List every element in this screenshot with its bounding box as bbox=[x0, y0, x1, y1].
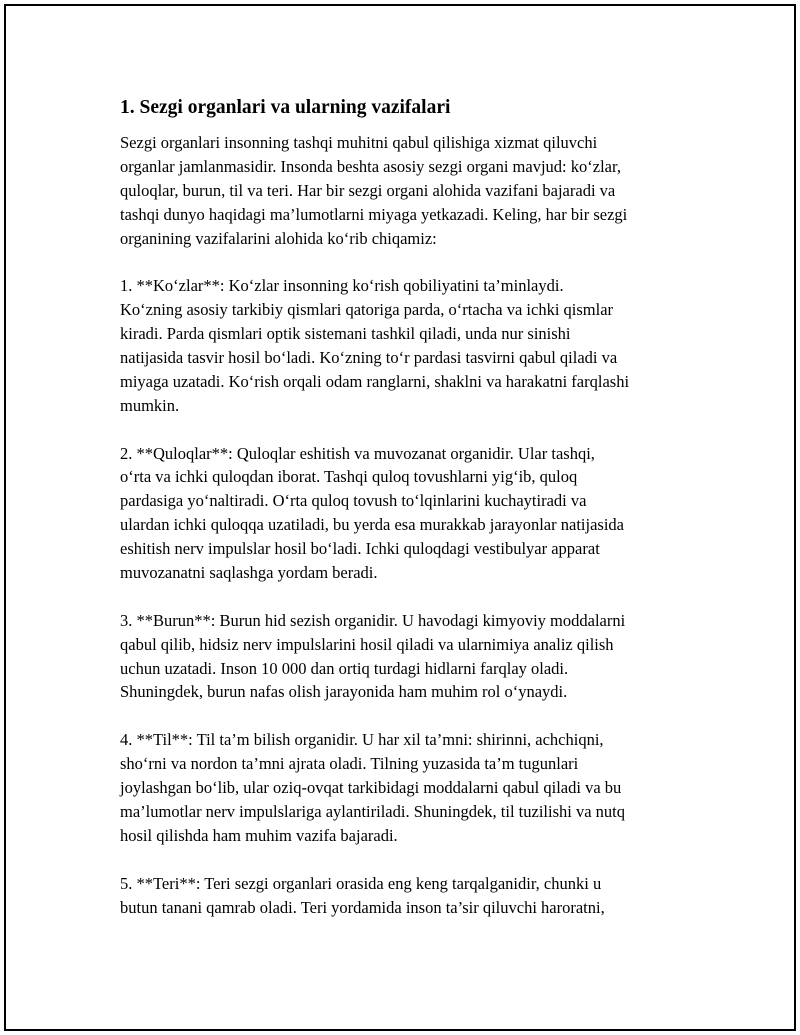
paragraph-gap bbox=[120, 585, 700, 609]
section-heading: 1. Sezgi organlari va ularning vazifalari bbox=[120, 97, 451, 118]
text-line: qabul qilib, hidsiz nerv impulslarini hosil qiladi va ularnimiya analiz qilish bbox=[120, 634, 614, 654]
text-line: organlar jamlanmasidir. Insonda beshta asosiy sezgi organi mavjud: ko‘zlar, bbox=[120, 156, 621, 176]
text-line: natijasida tasvir hosil bo‘ladi. Ko‘zning to‘r pardasi tasvirni qabul qiladi va bbox=[120, 348, 618, 368]
text-line: 5. **Teri**: Teri sezgi organlari orasida eng keng tarqalganidir, chunki u bbox=[120, 873, 602, 893]
text-line: uchun uzatadi. Inson 10 000 dan ortiq turdagi hidlarni farqlay oladi. bbox=[120, 658, 569, 678]
text-line: Shuningdek, burun nafas olish jarayonida ham muhim rol o‘ynaydi. bbox=[120, 682, 568, 702]
text-line: Sezgi organlari insonning tashqi muhitni qabul qilishiga xizmat qiluvchi bbox=[120, 133, 598, 152]
text-line: muvozanatni saqlashga yordam beradi. bbox=[120, 563, 378, 583]
text-line: ulardan ichki quloqqa uzatiladi, bu yerda esa murakkab jarayonlar natijasida bbox=[120, 515, 624, 535]
text-line: butun tanani qamrab oladi. Teri yordamida inson ta’sir qiluvchi haroratni, bbox=[120, 897, 605, 917]
text-line: kiradi. Parda qismlari optik sistemani tashkil qiladi, unda nur sinishi bbox=[120, 324, 571, 344]
text-line: mumkin. bbox=[120, 395, 180, 415]
paragraph-ears bbox=[120, 442, 700, 585]
paragraph-gap bbox=[120, 418, 700, 442]
paragraph-tongue bbox=[120, 728, 700, 847]
text-line: 1. **Ko‘zlar**: Ko‘zlar insonning ko‘rish qobiliyatini ta’minlaydi. bbox=[120, 276, 564, 296]
text-line: 4. **Til**: Til ta’m bilish organidir. U har xil ta’mni: shirinni, achchiqni, bbox=[120, 730, 604, 750]
paragraph-eyes bbox=[120, 274, 700, 417]
text-line: miyaga uzatadi. Ko‘rish orqali odam ranglarni, shaklni va harakatni farqlashi bbox=[120, 371, 630, 391]
intro-paragraph bbox=[120, 131, 700, 250]
text-line: ma’lumotlar nerv impulslariga aylantiriladi. Shuningdek, til tuzilishi va nutq bbox=[120, 801, 625, 821]
text-line: 3. **Burun**: Burun hid sezish organidir. U havodagi kimyoviy moddalarni bbox=[120, 610, 626, 630]
paragraph-gap bbox=[120, 848, 700, 872]
text-line: hosil qilishda ham muhim vazifa bajaradi. bbox=[120, 825, 398, 845]
paragraph-skin bbox=[120, 872, 700, 920]
text-line: eshitish nerv impulslar hosil bo‘ladi. Ichki quloqdagi vestibulyar apparat bbox=[120, 539, 600, 559]
document-body bbox=[120, 94, 700, 919]
text-line: sho‘rni va nordon ta’mni ajrata oladi. Tilning yuzasida ta’m tugunlari bbox=[120, 754, 579, 774]
paragraph-nose bbox=[120, 609, 700, 705]
page-border bbox=[4, 4, 796, 1031]
text-line: quloqlar, burun, til va teri. Har bir sezgi organi alohida vazifani bajaradi va bbox=[120, 180, 616, 200]
text-line: o‘rta va ichki quloqdan iborat. Tashqi quloq tovushlarni yig‘ib, quloq bbox=[120, 467, 578, 487]
paragraph-gap bbox=[120, 704, 700, 728]
text-line: Ko‘zning asosiy tarkibiy qismlari qatoriga parda, o‘rtacha va ichki qismlar bbox=[120, 300, 614, 320]
text-line: joylashgan bo‘lib, ular oziq-ovqat tarkibidagi moddalarni qabul qiladi va bu bbox=[120, 778, 622, 798]
text-line: 2. **Quloqlar**: Quloqlar eshitish va muvozanat organidir. Ular tashqi, bbox=[120, 443, 595, 463]
text-line: tashqi dunyo haqidagi ma’lumotlarni miyaga yetkazadi. Keling, har bir sezgi bbox=[120, 204, 628, 224]
text-line: pardasiga yo‘naltiradi. O‘rta quloq tovush to‘lqinlarini kuchaytiradi va bbox=[120, 491, 587, 511]
text-line: organining vazifalarini alohida ko‘rib chiqamiz: bbox=[120, 228, 437, 248]
paragraph-gap bbox=[120, 250, 700, 274]
